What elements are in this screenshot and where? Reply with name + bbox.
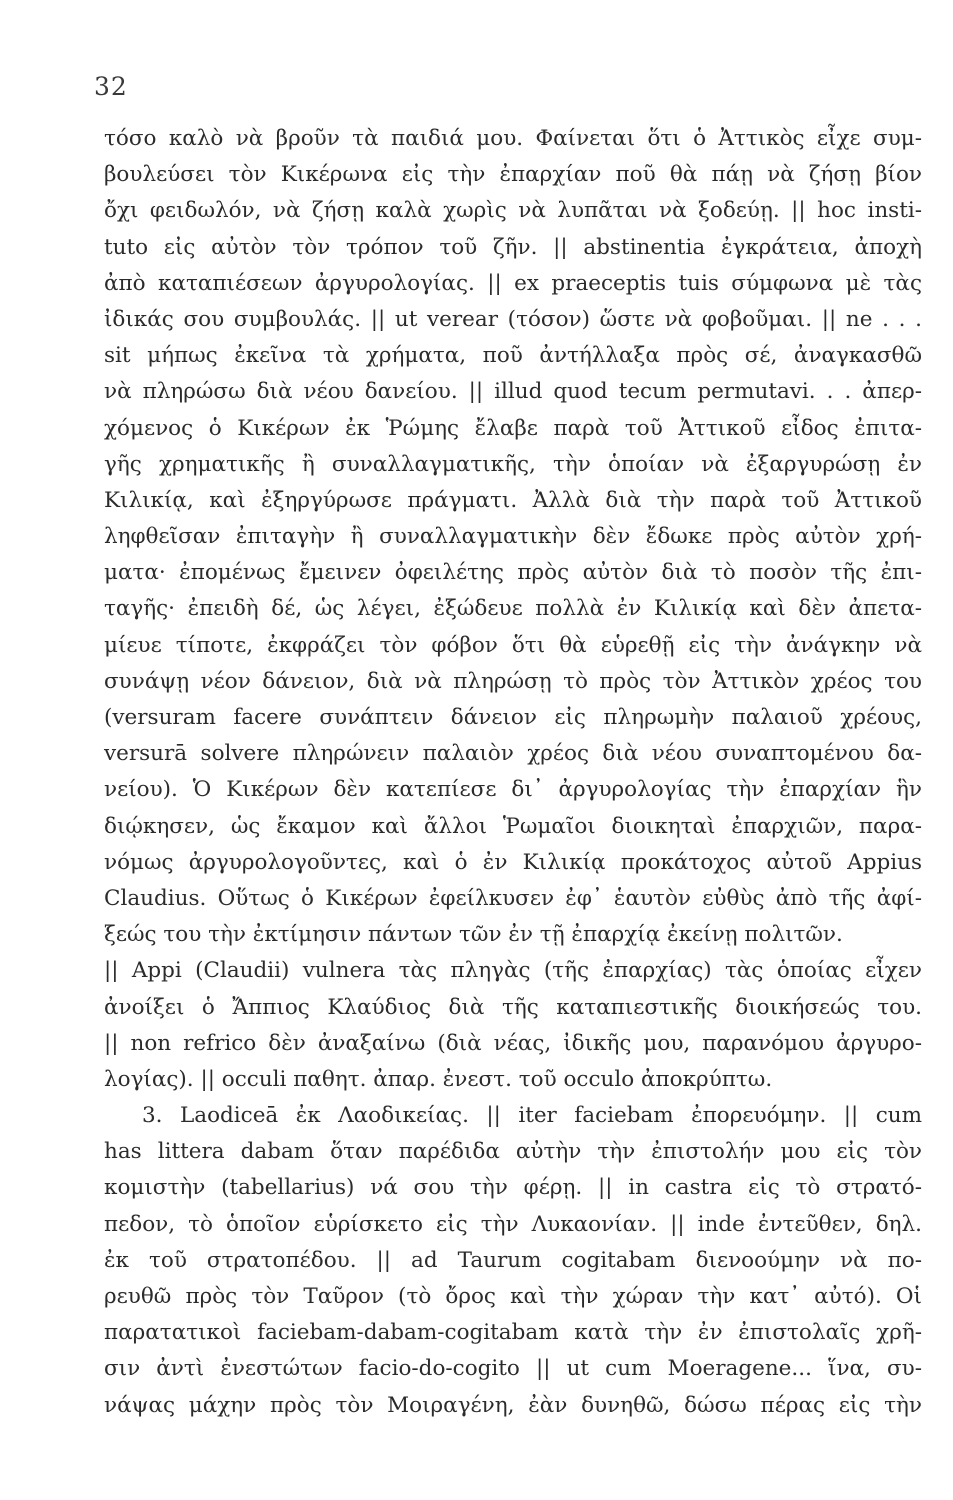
- text-line: νείου). Ὁ Κικέρων δὲν κατεπίεσε δι᾽ ἀργυρολογίας τὴν ἐπαρχίαν ἣν: [104, 777, 922, 803]
- text-line: ἐκ τοῦ στρατοπέδου. || ad Taurum cogitabam διενοούμην νὰ πο-: [104, 1247, 922, 1273]
- text-line: (versuram facere συνάπτειν δάνειον εἰς πληρωμὴν παλαιοῦ χρέους,: [104, 705, 922, 730]
- text-line: tuto εἰς αὐτὸν τὸν τρόπον τοῦ ζῆν. || abstinentia ἐγκράτεια, ἀποχὴ: [104, 234, 922, 260]
- text-line: ἰδικάς σου συμβουλάς. || ut verear (τόσον) ὥστε νὰ φοβοῦμαι. || ne . . .: [104, 306, 922, 332]
- text-line: Claudius. Οὕτως ὁ Κικέρων ἐφείλκυσεν ἐφ᾽ ἑαυτὸν εὐθὺς ἀπὸ τῆς ἀφί-: [104, 885, 922, 911]
- text-line: || non refrico δὲν ἀναξαίνω (διὰ νέας, ἰδικῆς μου, παρανόμου ἀργυρο-: [104, 1030, 922, 1056]
- text-line: has littera dabam ὅταν παρέδιδα αὐτὴν τὴν ἐπιστολήν μου εἰς τὸν: [104, 1139, 922, 1165]
- commentary-text: [104, 121, 922, 1424]
- text-line: κομιστὴν (tabellarius) νά σου τὴν φέρῃ. || in castra εἰς τὸ στρατό-: [104, 1175, 922, 1201]
- text-line: νὰ πληρώσω διὰ νέου δανείου. || illud quod tecum permutavi. . . ἀπερ-: [104, 379, 922, 405]
- text-line: ταγῆς· ἐπειδὴ δέ, ὡς λέγει, ἐξώδευε πολλὰ ἐν Κιλικίᾳ καὶ δὲν ἀπετα-: [104, 596, 922, 622]
- text-line: sit μήπως ἐκεῖνα τὰ χρήματα, ποῦ ἀντήλλαξα πρὸς σέ, ἀναγκασθῶ: [104, 343, 922, 369]
- text-line: τόσο καλὸ νὰ βροῦν τὰ παιδιά μου. Φαίνεται ὅτι ὁ Ἀττικὸς εἶχε συμ-: [104, 126, 922, 151]
- text-line: Κιλικίᾳ, καὶ ἐξηργύρωσε πράγματι. Ἀλλὰ διὰ τὴν παρὰ τοῦ Ἀττικοῦ: [104, 487, 922, 513]
- text-line: συνάψῃ νέον δάνειον, διὰ νὰ πληρώσῃ τὸ πρὸς τὸν Ἀττικὸν χρέος του: [104, 668, 922, 694]
- text-line: ἀπὸ καταπιέσεων ἀργυρολογίας. || ex praeceptis tuis σύμφωνα μὲ τὰς: [104, 270, 922, 296]
- text-line: διῴκησεν, ὡς ἔκαμον καὶ ἄλλοι Ῥωμαῖοι διοικηταὶ ἐπαρχιῶν, παρα-: [104, 813, 922, 839]
- text-line: πεδον, τὸ ὁποῖον εὑρίσκετο εἰς τὴν Λυκαονίαν. || inde ἐντεῦθεν, δηλ.: [104, 1211, 922, 1237]
- text-line: versurā solvere πληρώνειν παλαιὸν χρέος διὰ νέου συναπτομένου δα-: [104, 741, 922, 767]
- text-line: ὄχι φειδωλόν, νὰ ζήσῃ καλὰ χωρὶς νὰ λυπᾶται νὰ ξοδεύῃ. || hoc insti-: [104, 198, 922, 224]
- text-line: μίευε τίποτε, ἐκφράζει τὸν φόβον ὅτι θὰ εὑρεθῇ εἰς τὴν ἀνάγκην νὰ: [104, 632, 922, 658]
- text-line: ἀνοίξει ὁ Ἄππιος Κλαύδιος διὰ τῆς καταπιεστικῆς διοικήσεώς του.: [104, 994, 922, 1020]
- text-line: χόμενος ὁ Κικέρων ἐκ Ῥώμης ἔλαβε παρὰ τοῦ Ἀττικοῦ εἶδος ἐπιτα-: [104, 415, 922, 441]
- text-line: νάψας μάχην πρὸς τὸν Μοιραγένη, ἐὰν δυνηθῶ, δώσω πέρας εἰς τὴν: [104, 1392, 922, 1418]
- text-line: σιν ἀντὶ ἐνεστώτων facio-do-cogito || ut cum Moeragene... ἵνα, συ-: [104, 1356, 922, 1382]
- text-line: βουλεύσει τὸν Κικέρωνα εἰς τὴν ἐπαρχίαν ποῦ θὰ πάῃ νὰ ζήσῃ βίον: [104, 162, 922, 188]
- text-line: παρατατικοὶ faciebam-dabam-cogitabam κατὰ τὴν ἐν ἐπιστολαῖς χρῆ-: [104, 1320, 922, 1346]
- page-number: 32: [94, 72, 128, 101]
- text-line: ματα· ἐπομένως ἔμεινεν ὀφειλέτης πρὸς αὐτὸν διὰ τὸ ποσὸν τῆς ἐπι-: [104, 560, 922, 586]
- text-line: γῆς χρηματικῆς ἢ συναλλαγματικῆς, τὴν ὁποίαν νὰ ἐξαργυρώσῃ ἐν: [104, 451, 922, 477]
- text-line: ξεώς του τὴν ἐκτίμησιν πάντων τῶν ἐν τῇ ἐπαρχίᾳ ἐκείνῃ πολιτῶν.: [104, 922, 843, 948]
- text-line: || Appi (Claudii) vulnera τὰς πληγὰς (τῆς ἐπαρχίας) τὰς ὁποίας εἶχεν: [104, 958, 922, 984]
- text-line: λογίας). || occuli παθητ. ἀπαρ. ἐνεστ. τοῦ occulo ἀποκρύπτω.: [104, 1066, 773, 1092]
- text-line: ρευθῶ πρὸς τὸν Ταῦρον (τὸ ὄρος καὶ τὴν χώραν τὴν κατ᾽ αὐτό). Οἱ: [104, 1284, 922, 1309]
- text-line: νόμως ἀργυρολογοῦντες, καὶ ὁ ἐν Κιλικίᾳ προκάτοχος αὐτοῦ Appius: [104, 849, 922, 875]
- text-line: ληφθεῖσαν ἐπιταγὴν ἢ συναλλαγματικὴν δὲν ἔδωκε πρὸς αὐτὸν χρή-: [104, 524, 922, 550]
- text-line: 3. Laodiceā ἐκ Λαοδικείας. || iter faciebam ἐπορευόμην. || cum: [142, 1103, 922, 1129]
